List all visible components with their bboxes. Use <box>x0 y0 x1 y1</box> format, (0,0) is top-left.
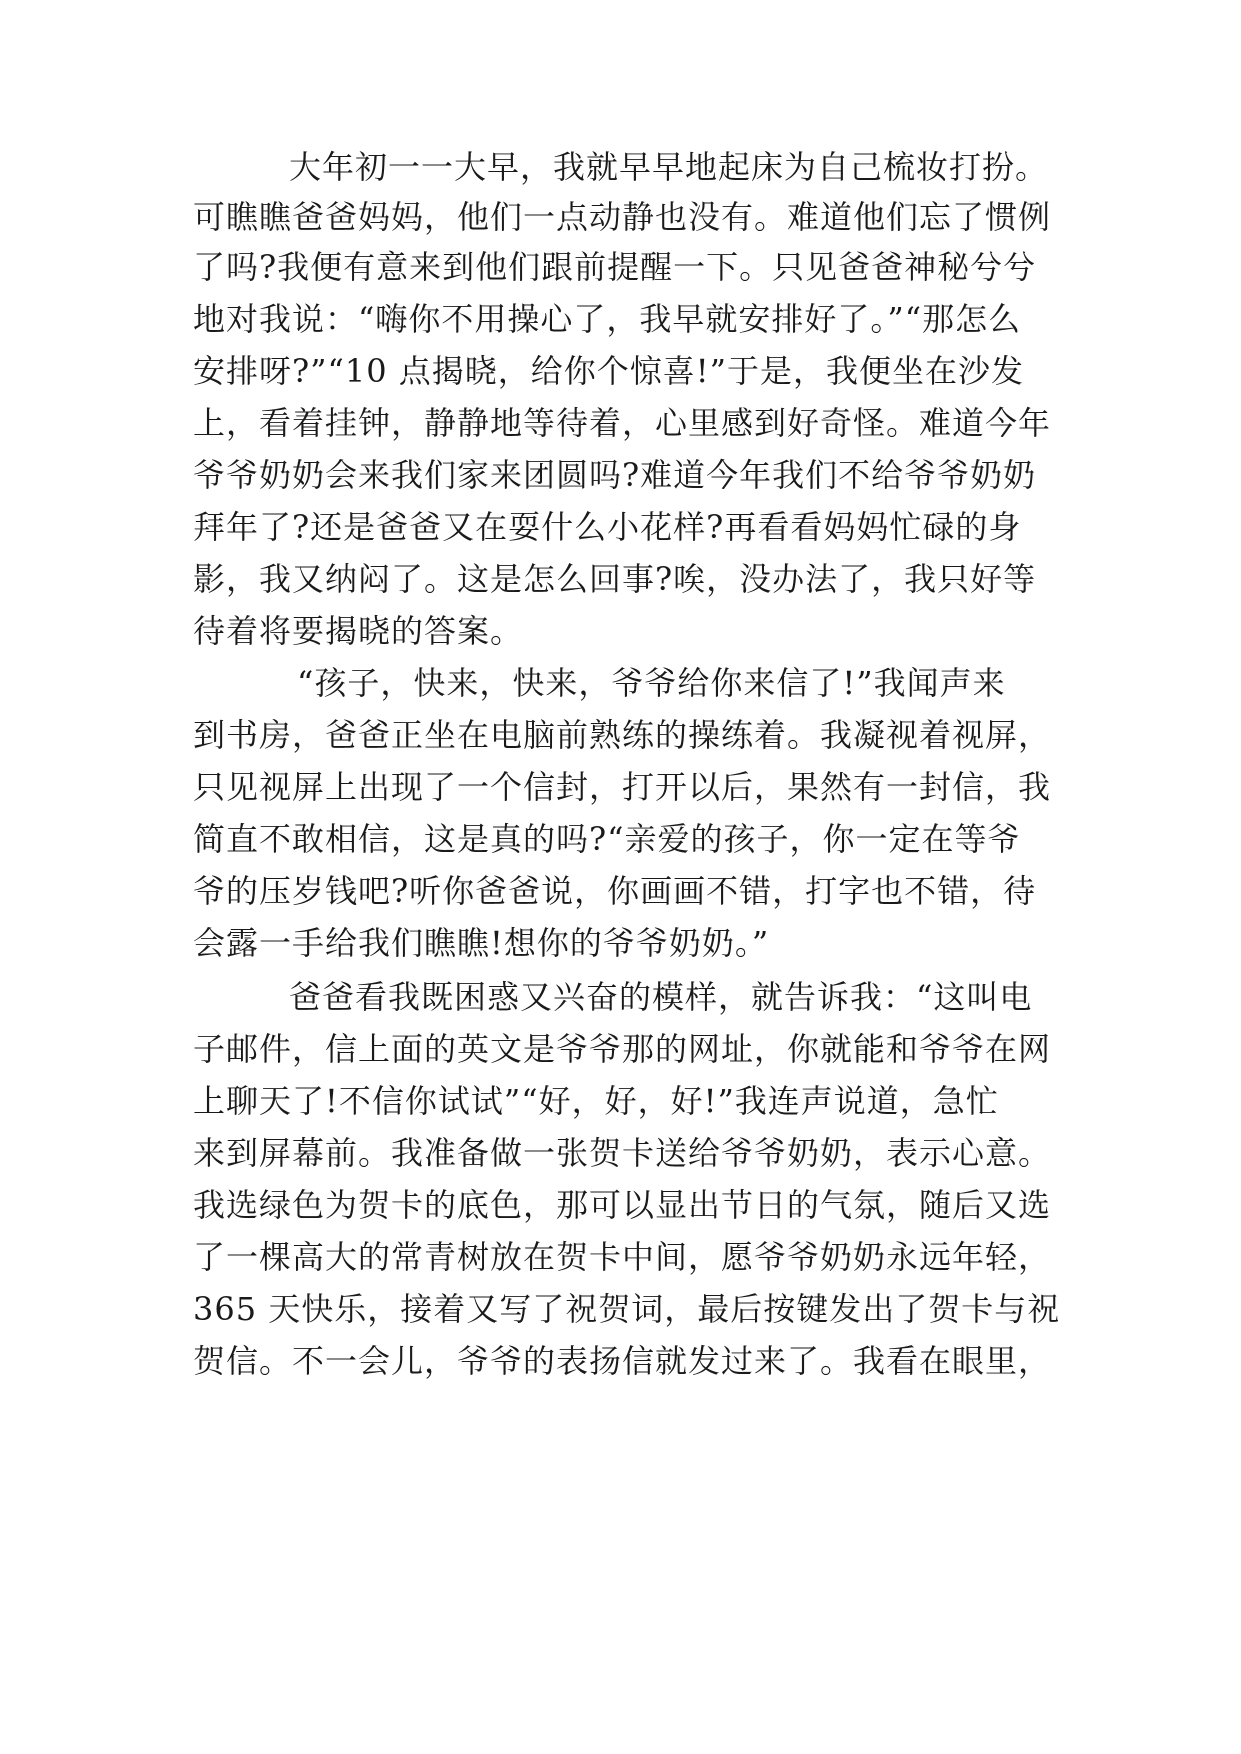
paragraph-line: 简直不敢相信，这是真的吗?“亲爱的孩子，你一定在等爷 <box>193 820 1021 858</box>
paragraph-line: 上聊天了!不信你试试”“好，好，好!”我连声说道，急忙 <box>193 1082 999 1120</box>
paragraph-line: 来到屏幕前。我准备做一张贺卡送给爷爷奶奶，表示心意。 <box>193 1134 1052 1172</box>
paragraph-line: 拜年了?还是爸爸又在耍什么小花样?再看看妈妈忙碌的身 <box>193 508 1022 546</box>
paragraph-line: 可瞧瞧爸爸妈妈，他们一点动静也没有。难道他们忘了惯例 <box>193 198 1052 236</box>
paragraph-line: 贺信。不一会儿，爷爷的表扬信就发过来了。我看在眼里， <box>193 1342 1052 1380</box>
paragraph-line: “孩子，快来，快来，爷爷给你来信了!”我闻声来 <box>297 664 1006 702</box>
paragraph-line: 365 天快乐，接着又写了祝贺词，最后按键发出了贺卡与祝 <box>193 1290 1061 1328</box>
paragraph-line: 会露一手给我们瞧瞧!想你的爷爷奶奶。” <box>193 924 770 962</box>
paragraph-line: 地对我说：“嗨你不用操心了，我早就安排好了。”“那怎么 <box>193 300 1022 338</box>
paragraph-line: 子邮件，信上面的英文是爷爷那的网址，你就能和爷爷在网 <box>193 1030 1052 1068</box>
paragraph-line: 安排呀?”“10 点揭晓，给你个惊喜!”于是，我便坐在沙发 <box>193 352 1024 390</box>
paragraph-line: 到书房，爸爸正坐在电脑前熟练的操练着。我凝视着视屏， <box>193 716 1052 754</box>
paragraph-line: 爸爸看我既困惑又兴奋的模样，就告诉我：“这叫电 <box>289 978 1033 1016</box>
paragraph-line: 大年初一一大早，我就早早地起床为自己梳妆打扮。 <box>289 148 1049 186</box>
paragraph-line: 上，看着挂钟，静静地等待着，心里感到好奇怪。难道今年 <box>193 404 1052 442</box>
paragraph-line: 爷爷奶奶会来我们家来团圆吗?难道今年我们不给爷爷奶奶 <box>193 456 1037 494</box>
paragraph-line: 我选绿色为贺卡的底色，那可以显出节日的气氛，随后又选 <box>193 1186 1052 1224</box>
paragraph-line: 了一棵高大的常青树放在贺卡中间，愿爷爷奶奶永远年轻， <box>193 1238 1052 1276</box>
paragraph-line: 了吗?我便有意来到他们跟前提醒一下。只见爸爸神秘兮兮 <box>193 248 1037 286</box>
paragraph-line: 只见视屏上出现了一个信封，打开以后，果然有一封信，我 <box>193 768 1052 806</box>
paragraph-line: 爷的压岁钱吧?听你爸爸说，你画画不错，打字也不错，待 <box>193 872 1037 910</box>
paragraph-line: 待着将要揭晓的答案。 <box>193 612 524 650</box>
paragraph-line: 影，我又纳闷了。这是怎么回事?唉，没办法了，我只好等 <box>193 560 1037 598</box>
